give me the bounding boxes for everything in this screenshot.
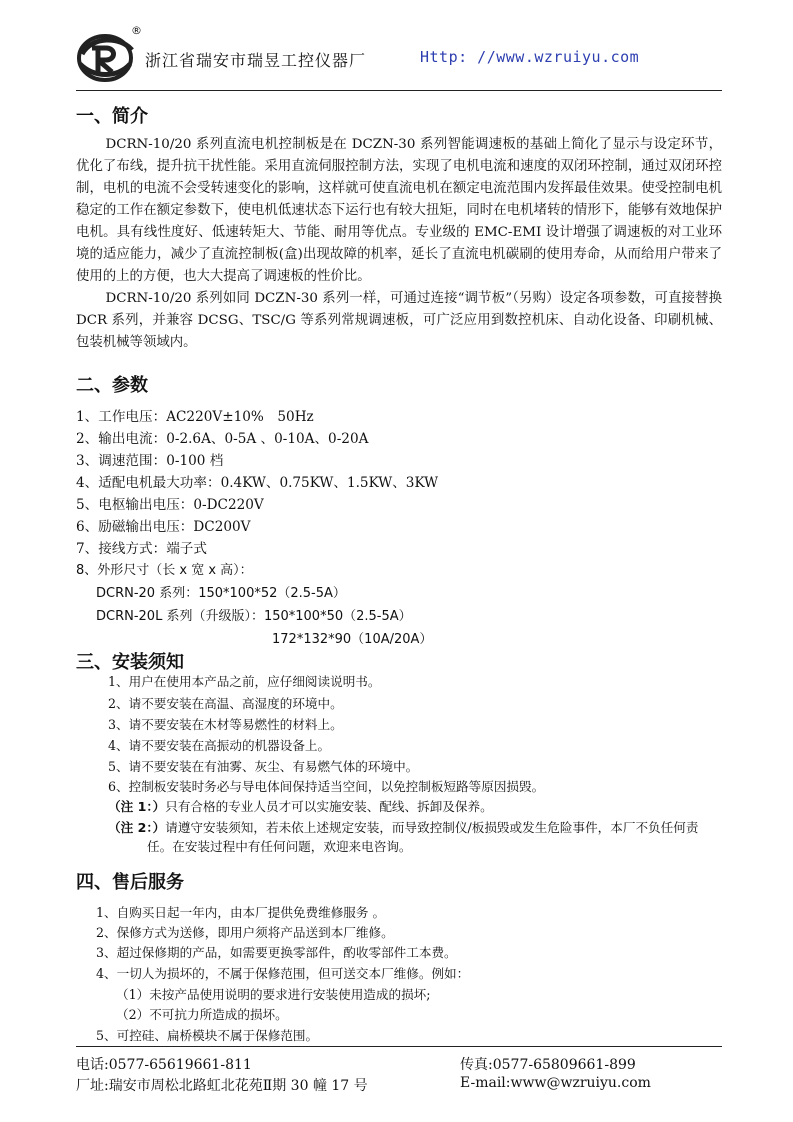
service-item: 2、保修方式为送修，即用户须将产品送到本厂维修。 bbox=[96, 925, 394, 940]
install-item: 2、请不要安装在高温、高湿度的环境中。 bbox=[108, 696, 343, 711]
dimension-line: DCRN-20 系列：150*100*52（2.5-5A） bbox=[96, 586, 346, 601]
section-heading-intro: 一、简介 bbox=[76, 106, 148, 127]
param-item: 7、接线方式：端子式 bbox=[76, 541, 207, 557]
param-item: 2、输出电流：0-2.6A、0-5A 、0-10A、0-20A bbox=[76, 431, 369, 447]
intro-paragraph-2: DCRN-10/20 系列如同 DCZN-30 系列一样，可通过连接“调节板”（另购）设定各项参数，可直接替换 DCR 系列，并兼容 DCSG、TSC/G 等系列常规调速板，可广泛应用到数控机床、自动化设备、印刷机械、包装机械等领域内。 bbox=[76, 291, 722, 350]
website-link[interactable]: Http: //www.wzruiyu.com bbox=[420, 48, 640, 66]
param-item: 6、励磁输出电压：DC200V bbox=[76, 519, 251, 535]
footer-phone: 电话:0577-65619661-811 bbox=[76, 1057, 252, 1073]
note-text: 请遵守安装须知，若未依上述规定安装，而导致控制仪/板损毁或发生危险事件，本厂不负任何责任。在安装过程中有任何问题，欢迎来电咨询。 bbox=[147, 820, 699, 854]
param-item: 5、电枢输出电压：0-DC220V bbox=[76, 497, 264, 513]
dimension-line: 172*132*90（10A/20A） bbox=[272, 632, 433, 647]
footer-email[interactable]: E-mail:www@wzruiyu.com bbox=[460, 1075, 651, 1091]
intro-text bbox=[76, 134, 722, 354]
install-item: 3、请不要安装在木材等易燃性的材料上。 bbox=[108, 717, 343, 732]
logo-icon bbox=[76, 26, 138, 84]
section-heading-params: 二、参数 bbox=[76, 375, 148, 396]
install-item: 6、控制板安装时务必与导电体间保持适当空间，以免控制板短路等原因损毁。 bbox=[108, 779, 545, 794]
footer-address: 厂址:瑞安市周松北路虹北花苑Ⅱ期 30 幢 17 号 bbox=[76, 1078, 368, 1094]
param-item: 1、工作电压：AC220V±10% 50Hz bbox=[76, 409, 314, 425]
param-item: 4、适配电机最大功率：0.4KW、0.75KW、1.5KW、3KW bbox=[76, 475, 439, 491]
param-item: 3、调速范围：0-100 档 bbox=[76, 453, 224, 469]
section-heading-service: 四、售后服务 bbox=[76, 872, 184, 893]
install-item: 4、请不要安装在高振动的机器设备上。 bbox=[108, 738, 331, 753]
install-item: 5、请不要安装在有油雾、灰尘、有易燃气体的环境中。 bbox=[108, 759, 419, 774]
footer-fax: 传真:0577-65809661-899 bbox=[460, 1057, 636, 1073]
service-sub-item: （2）不可抗力所造成的损坏。 bbox=[116, 1007, 288, 1022]
note-label: （注 2：） bbox=[108, 820, 166, 835]
install-note-2 bbox=[108, 818, 720, 856]
service-item: 3、超过保修期的产品，如需要更换零部件，酌收零部件工本费。 bbox=[96, 945, 457, 960]
company-logo bbox=[76, 26, 138, 84]
section-heading-install: 三、安装须知 bbox=[76, 652, 184, 673]
company-name: 浙江省瑞安市瑞昱工控仪器厂 bbox=[145, 51, 367, 70]
service-item: 5、可控硅、扁桥模块不属于保修范围。 bbox=[96, 1028, 319, 1043]
intro-paragraph-1: DCRN-10/20 系列直流电机控制板是在 DCZN-30 系列智能调速板的基础上简化了显示与设定环节，优化了布线，提升抗干扰性能。采用直流伺服控制方法，实现了电机电流和速度的双闭环控制，通过双闭环控制，电机的电流不会受转速变化的影响，这样就可使直流电机在额定电流范围内发挥最佳效果。使受控制电机稳定的工作在额定参数下，使电机低速状态下运行也有较大扭矩，同时在电机堵转的情形下，能够有效地保护电机。具有线性度好、低速转矩大、节能、耐用等优点。专业级的 EMC-EMI 设计增强了调速板的对工业环境的适应能力，减少了直流控制板(盒)出现故障的机率，延长了直流电机碳刷的使用寿命，从而给用户带来了使用的上的方便，也大大提高了调速板的性价比。 bbox=[76, 137, 722, 284]
header-divider bbox=[76, 90, 722, 91]
install-item: 1、用户在使用本产品之前，应仔细阅读说明书。 bbox=[108, 674, 381, 689]
install-note-1 bbox=[108, 797, 720, 816]
registered-mark: ® bbox=[131, 24, 142, 37]
dimension-line: DCRN-20L 系列（升级版）：150*100*50（2.5-5A） bbox=[96, 609, 412, 624]
param-item: 8、外形尺寸（长 x 宽 x 高）： bbox=[76, 563, 253, 578]
service-item: 4、一切人为损坏的，不属于保修范围，但可送交本厂维修。例如： bbox=[96, 966, 470, 981]
service-sub-item: （1）未按产品使用说明的要求进行安装使用造成的损坏; bbox=[116, 987, 431, 1002]
note-text: 只有合格的专业人员才可以实施安装、配线、拆卸及保养。 bbox=[165, 799, 493, 814]
service-item: 1、自购买日起一年内，由本厂提供免费维修服务 。 bbox=[96, 905, 386, 920]
note-label: （注 1：） bbox=[108, 799, 166, 814]
footer-divider bbox=[76, 1046, 722, 1047]
